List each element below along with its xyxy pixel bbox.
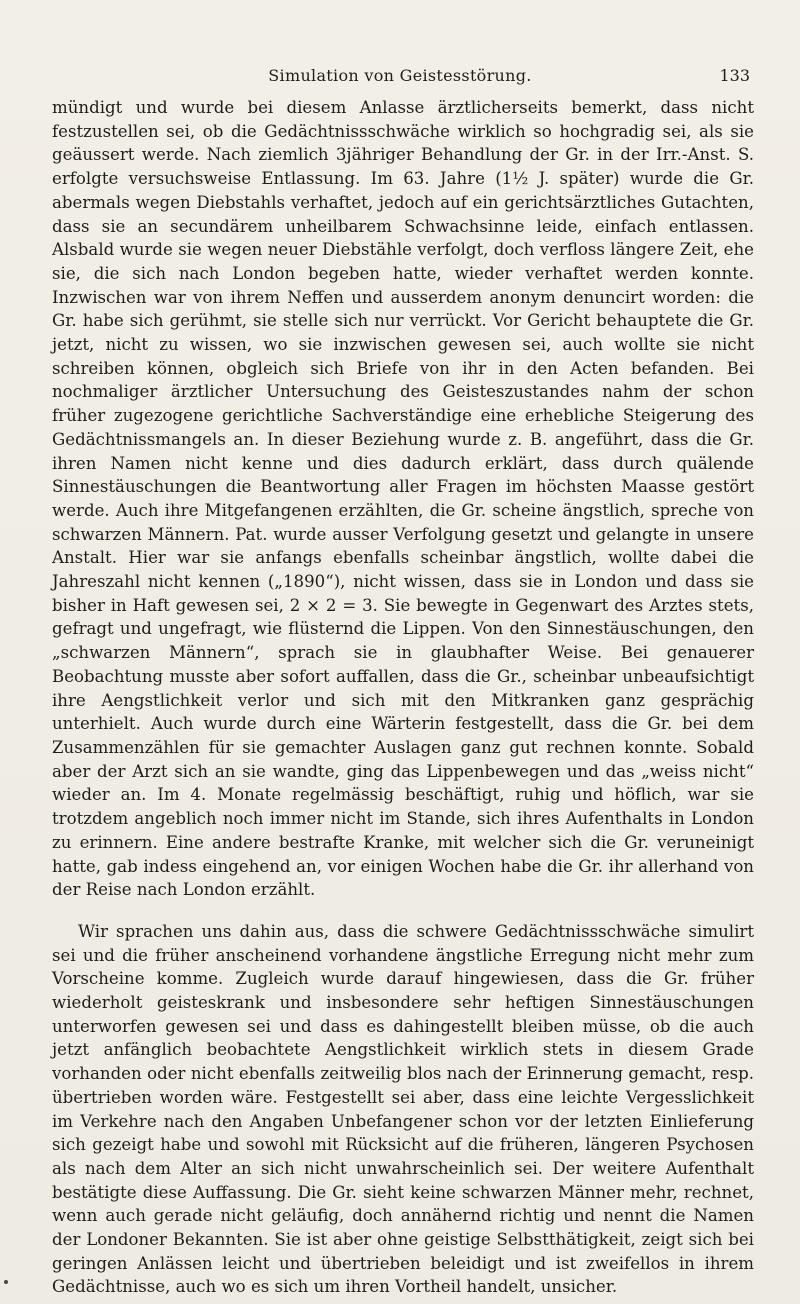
running-title: Simulation von Geistesstörung. (268, 66, 532, 85)
paragraph-2: Wir sprachen uns dahin aus, dass die schwere Gedächtnissschwäche simulirt sei und die früher anscheinend vorhandene ängstliche Erregung nicht mehr zum Vorscheine komme. Zugleich wurde darauf hingewiesen, dass die Gr. früher wiederholt geisteskrank und insbesondere sehr heftigen Sinnestäuschungen unterworfen gewesen sei und dass es dahingestellt bleiben müsse, ob die auch jetzt anfänglich beobachtete Aengstlichkeit wirklich stets in diesem Grade vorhanden oder nicht ebenfalls zeitweilig blos nach der Erinnerung gemacht, resp. übertrieben worden wäre. Festgestellt sei aber, dass eine leichte Vergesslichkeit im Verkehre nach den Angaben Unbefangener schon vor der letzten Einlieferung sich gezeigt habe und sowohl mit Rücksicht auf die früheren, längeren Psychosen als nach dem Alter an sich nicht unwahrscheinlich sei. Der weitere Aufenthalt bestätigte diese Auffassung. Die Gr. sieht keine schwarzen Männer mehr, rechnet, wenn auch gerade nicht geläufig, doch annähernd richtig und nennt die Namen der Londoner Bekannten. Sie ist aber ohne geistige Selbstthätigkeit, zeigt sich bei geringen Anlässen leicht und übertrieben beleidigt und ist zweifellos in ihrem Gedächtnisse, auch wo es sich um ihren Vortheil handelt, unsicher. (52, 921, 754, 1297)
running-head (0, 64, 800, 88)
paragraph-1: mündigt und wurde bei diesem Anlasse ärztlicherseits bemerkt, dass nicht festzustellen sei, ob die Gedächtnissschwäche wirklich so hochgradig sei, als sie geäussert werde. Nach ziemlich 3jähriger Behandlung der Gr. in der Irr.-Anst. S. erfolgte versuchsweise Entlassung. Im 63. Jahre (1½ J. später) wurde die Gr. abermals wegen Diebstahls verhaftet, jedoch auf ein gerichtsärztliches Gutachten, dass sie an secundärem unheilbarem Schwachsinne leide, einfach entlassen. Alsbald wurde sie wegen neuer Diebstähle verfolgt, doch verfloss längere Zeit, ehe sie, die sich nach London begeben hatte, wieder verhaftet werden konnte. Inzwischen war von ihrem Neffen und ausserdem anonym denuncirt worden: die Gr. habe sich gerühmt, sie stelle sich nur verrückt. Vor Gericht behauptete die Gr. jetzt, nicht zu wissen, wo sie inzwischen gewesen sei, auch wollte sie nicht schreiben können, obgleich sich Briefe von ihr in den Acten befanden. Bei nochmaliger ärztlicher Untersuchung des Geisteszustandes nahm der schon früher zugezogene gerichtliche Sachverständige eine erhebliche Steigerung des Gedächtnissmangels an. In dieser Beziehung wurde z. B. angeführt, dass die Gr. ihren Namen nicht kenne und dies dadurch erklärt, dass durch quälende Sinnestäuschungen die Beantwortung aller Fragen im höchsten Maasse gestört werde. Auch ihre Mitgefangenen erzählten, die Gr. scheine ängstlich, spreche von schwarzen Männern. Pat. wurde ausser Verfolgung gesetzt und gelangte in unsere Anstalt. Hier war sie anfangs ebenfalls scheinbar ängstlich, wollte dabei die Jahreszahl nicht kennen („1890“), nicht wissen, dass sie in London und dass sie bisher in Haft gewesen sei, 2 × 2 = 3. Sie bewegte in Gegenwart des Arztes stets, gefragt und ungefragt, wie flüsternd die Lippen. Von den Sinnestäuschungen, den „schwarzen Männern“, sprach sie in glaubhafter Weise. Bei genauerer Beobachtung musste aber sofort auffallen, dass die Gr., scheinbar unbeaufsichtigt ihre Aengstlichkeit verlor und sich mit den Mitkranken ganz gesprächig unterhielt. Auch wurde durch eine Wärterin festgestellt, dass die Gr. bei dem Zusammenzählen für sie gemachter Auslagen ganz gut rechnen konnte. Sobald aber der Arzt sich an sie wandte, ging das Lippenbewegen und das „weiss nicht“ wieder an. Im 4. Monate regelmässig beschäftigt, ruhig und höflich, war sie trotzdem angeblich noch immer nicht im Stande, sich ihres Aufenthalts in London zu erinnern. Eine andere bestrafte Kranke, mit welcher sich die Gr. veruneinigt hatte, gab indess eingehend an, vor einigen Wochen habe die Gr. ihr allerhand von der Reise nach London erzählt. (52, 98, 754, 900)
page-edge-mark (4, 1280, 8, 1284)
body-text (52, 96, 754, 1299)
page-number: 133 (719, 66, 750, 85)
